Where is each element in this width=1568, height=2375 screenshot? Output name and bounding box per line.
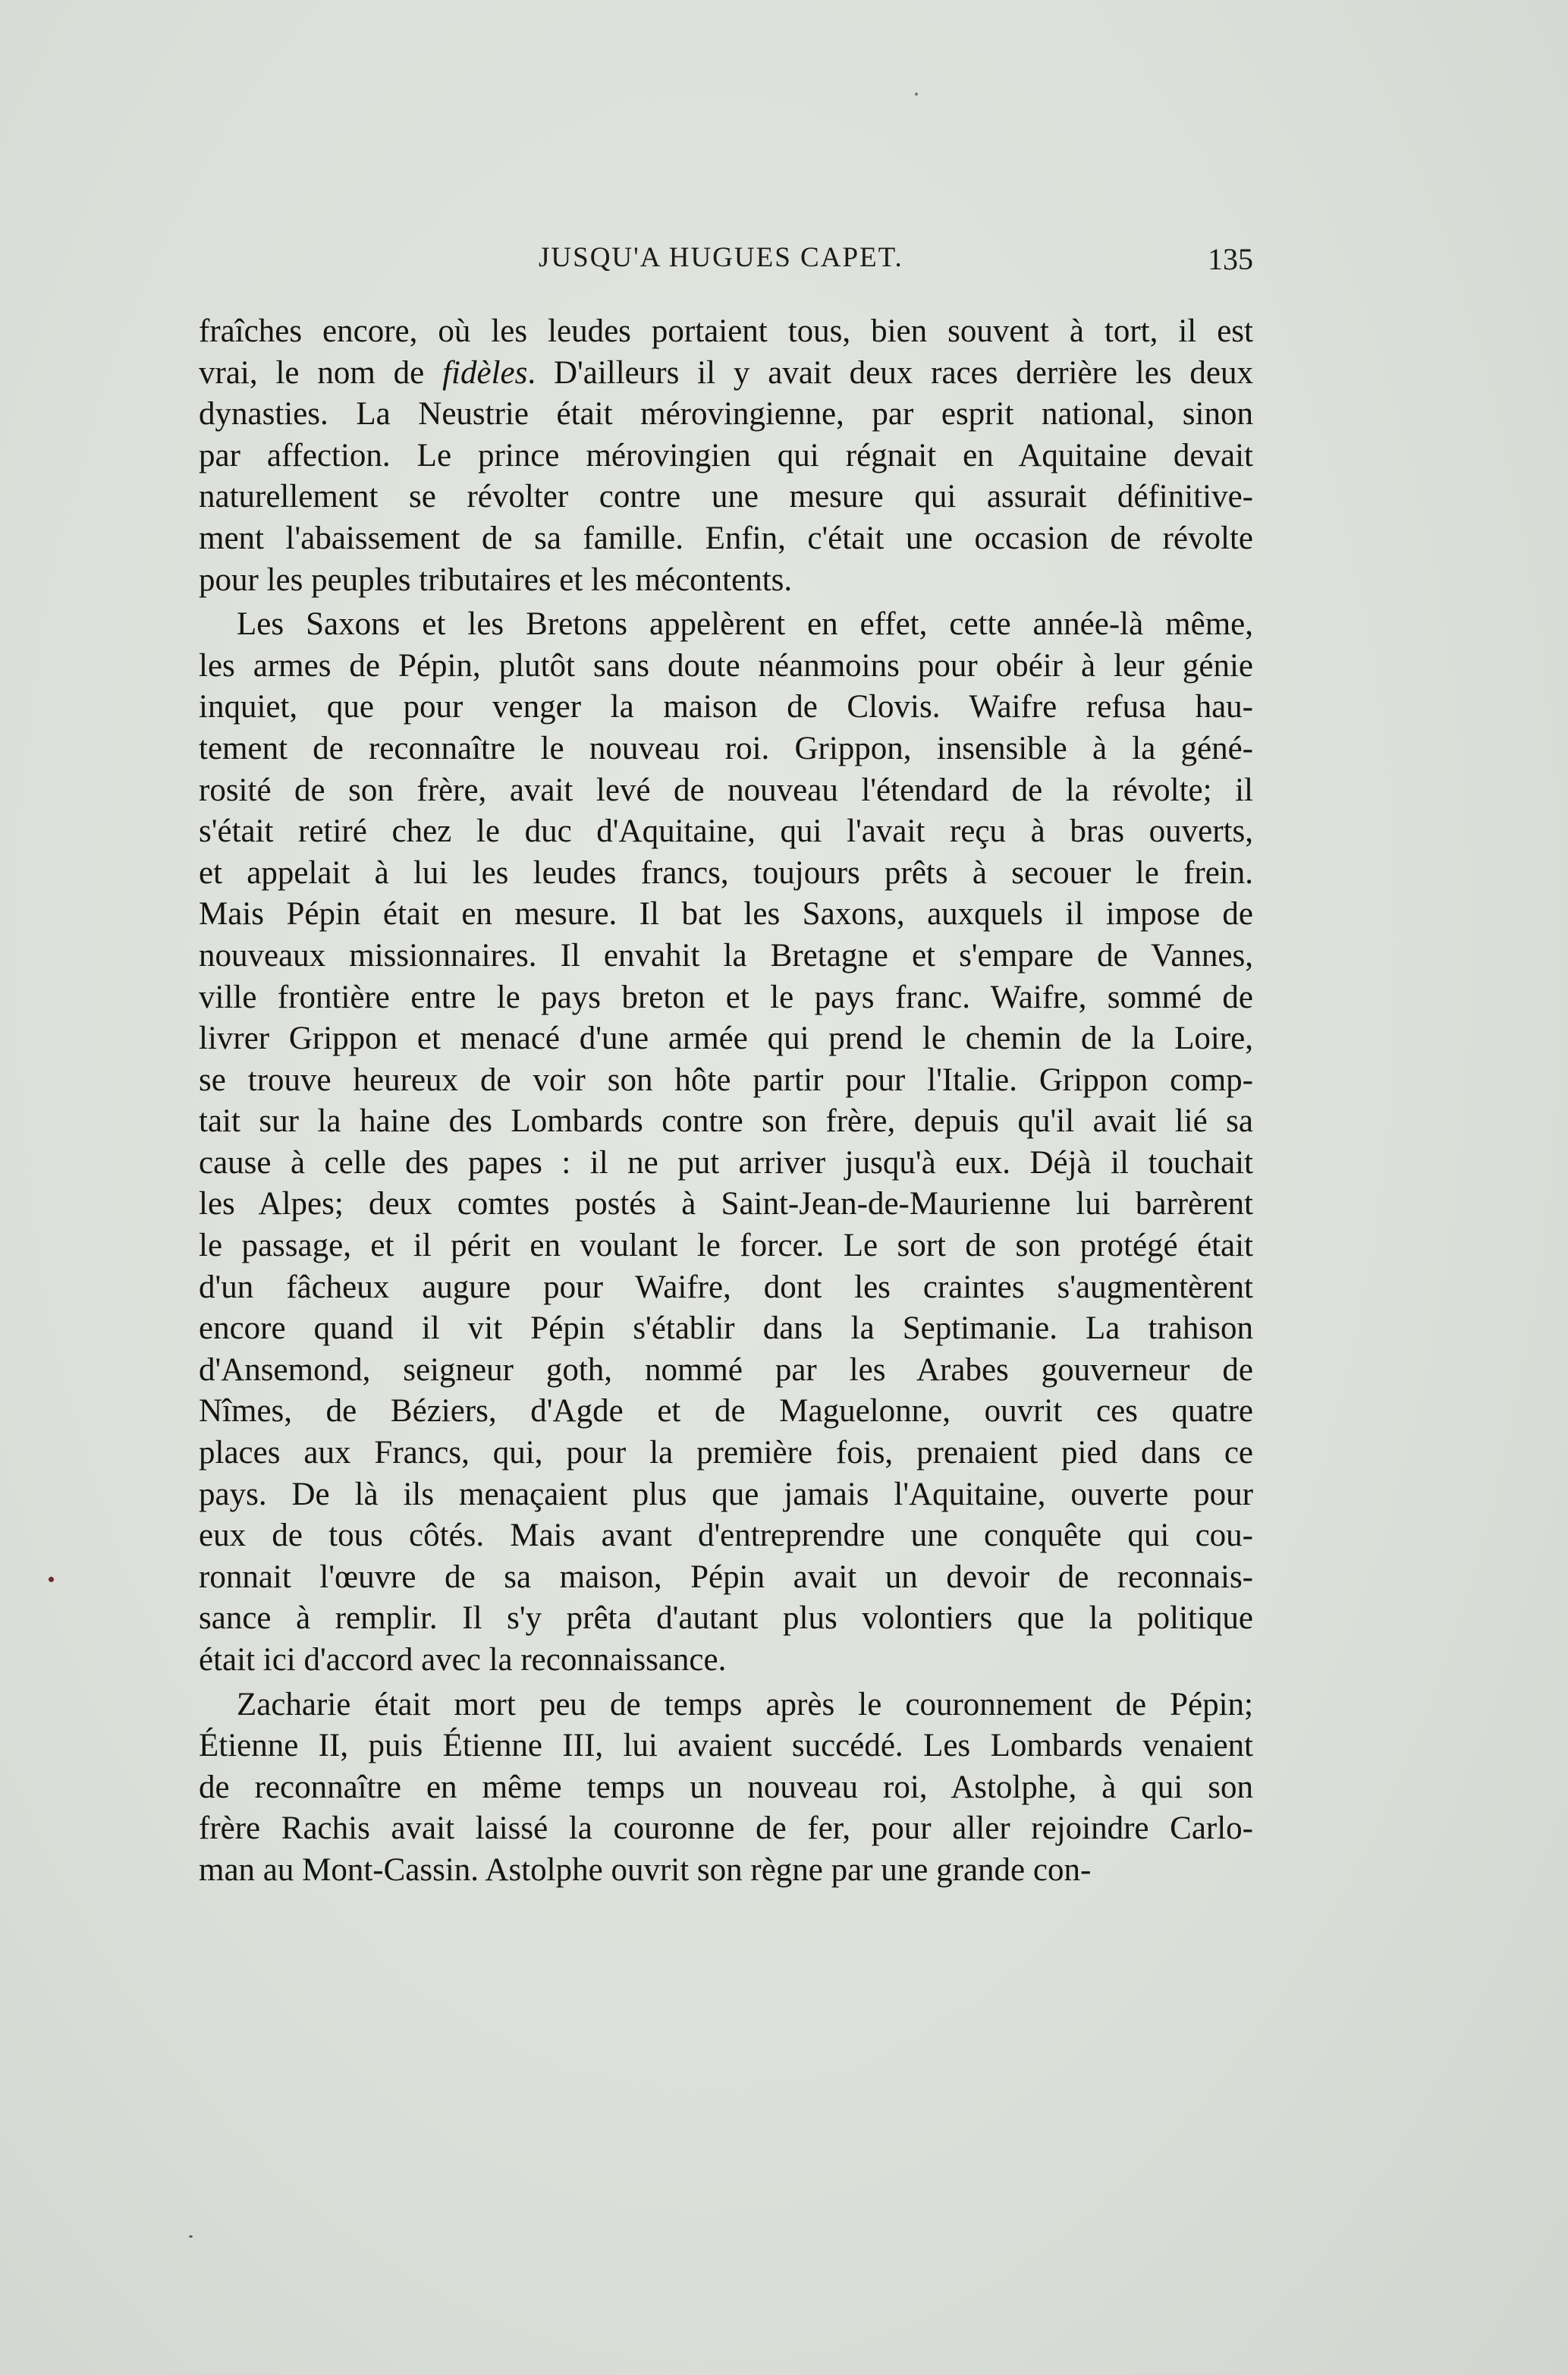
paragraph — [199, 1685, 1253, 1892]
page-number: 135 — [1208, 242, 1253, 276]
text-line: de reconnaître en même temps un nouveau roi, Astolphe, à qui son — [199, 1769, 1253, 1805]
text-line: inquiet, que pour venger la maison de Clovis. Waifre refusa hau- — [199, 689, 1253, 725]
text-line: les Alpes; deux comtes postés à Saint-Jean-de-Maurienne lui barrèrent — [199, 1186, 1253, 1222]
running-title: JUSQU'A HUGUES CAPET. — [539, 242, 903, 273]
text-line: cause à celle des papes : il ne put arriver jusqu'à eux. Déjà il touchait — [199, 1144, 1253, 1181]
text-line: Étienne II, puis Étienne III, lui avaient succédé. Les Lombards venaient — [199, 1728, 1253, 1764]
text-line: tait sur la haine des Lombards contre son frère, depuis qu'il avait lié sa — [199, 1103, 1253, 1140]
text-line: était ici d'accord avec la reconnaissance. — [199, 1642, 727, 1678]
text-line: eux de tous côtés. Mais avant d'entreprendre une conquête qui cou- — [199, 1518, 1253, 1554]
text-line: encore quand il vit Pépin s'établir dans la Septimanie. La trahison — [199, 1310, 1253, 1347]
emphasis: fidèles — [442, 354, 528, 391]
text-line: d'Ansemond, seigneur goth, nommé par les Arabes gouverneur de — [199, 1351, 1253, 1388]
text-line: ronnait l'œuvre de sa maison, Pépin avait un devoir de reconnais- — [199, 1559, 1253, 1595]
text-line: frère Rachis avait laissé la couronne de fer, pour aller rejoindre Carlo- — [199, 1810, 1253, 1847]
text-line: ville frontière entre le pays breton et le pays franc. Waifre, sommé de — [199, 979, 1253, 1015]
text-line: man au Mont-Cassin. Astolphe ouvrit son règne par une grande con- — [199, 1851, 1092, 1888]
ink-speck — [49, 1577, 54, 1582]
text-line: par affection. Le prince mérovingien qui régnait en Aquitaine devait — [199, 437, 1253, 473]
text-line: s'était retiré chez le duc d'Aquitaine, qui l'avait reçu à bras ouverts, — [199, 813, 1253, 850]
text-line: tement de reconnaître le nouveau roi. Grippon, insensible à la géné- — [199, 730, 1253, 766]
ink-speck — [915, 93, 918, 96]
text-line: dynasties. La Neustrie était mérovingienne, par esprit national, sinon — [199, 396, 1253, 433]
text-line: d'un fâcheux augure pour Waifre, dont les craintes s'augmentèrent — [199, 1269, 1253, 1305]
text-line: rosité de son frère, avait levé de nouveau l'étendard de la révolte; il — [199, 772, 1253, 808]
body-text — [199, 311, 1253, 1892]
text-line: nouveaux missionnaires. Il envahit la Bretagne et s'empare de Vannes, — [199, 937, 1253, 974]
text-line: se trouve heureux de voir son hôte partir pour l'Italie. Grippon comp- — [199, 1062, 1253, 1098]
text-line: ment l'abaissement de sa famille. Enfin, c'était une occasion de révolte — [199, 520, 1253, 556]
running-head — [199, 241, 1253, 287]
text-line: livrer Grippon et menacé d'une armée qui prend le chemin de la Loire, — [199, 1021, 1253, 1057]
paragraph — [199, 311, 1253, 601]
text-line: Mais Pépin était en mesure. Il bat les Saxons, auxquels il impose de — [199, 896, 1253, 933]
text-line: fraîches encore, où les leudes portaient tous, bien souvent à tort, il est — [199, 313, 1253, 349]
text-line: sance à remplir. Il s'y prêta d'autant plus volontiers que la politique — [199, 1600, 1253, 1637]
text-line: Nîmes, de Béziers, d'Agde et de Maguelonne, ouvrit ces quatre — [199, 1393, 1253, 1430]
text-line: et appelait à lui les leudes francs, toujours prêts à secouer le frein. — [199, 854, 1253, 891]
paragraph — [199, 604, 1253, 1681]
text-line: le passage, et il périt en voulant le forcer. Le sort de son protégé était — [199, 1228, 1253, 1264]
text-line: pays. De là ils menaçaient plus que jamais l'Aquitaine, ouverte pour — [199, 1476, 1253, 1512]
text-line: places aux Francs, qui, pour la première fois, prenaient pied dans ce — [199, 1435, 1253, 1471]
text-line: pour les peuples tributaires et les mécontents. — [199, 562, 793, 598]
ink-speck — [189, 2235, 193, 2238]
text-line: naturellement se révolter contre une mesure qui assurait définitive- — [199, 479, 1253, 515]
text-line: Les Saxons et les Bretons appelèrent en effet, cette année-là même, — [237, 606, 1253, 643]
text-line: Zacharie était mort peu de temps après le couronnement de Pépin; — [237, 1686, 1253, 1722]
text-line: les armes de Pépin, plutôt sans doute néanmoins pour obéir à leur génie — [199, 647, 1253, 684]
text-line: vrai, le nom de fidèles. D'ailleurs il y avait deux races derrière les deux — [199, 354, 1254, 391]
